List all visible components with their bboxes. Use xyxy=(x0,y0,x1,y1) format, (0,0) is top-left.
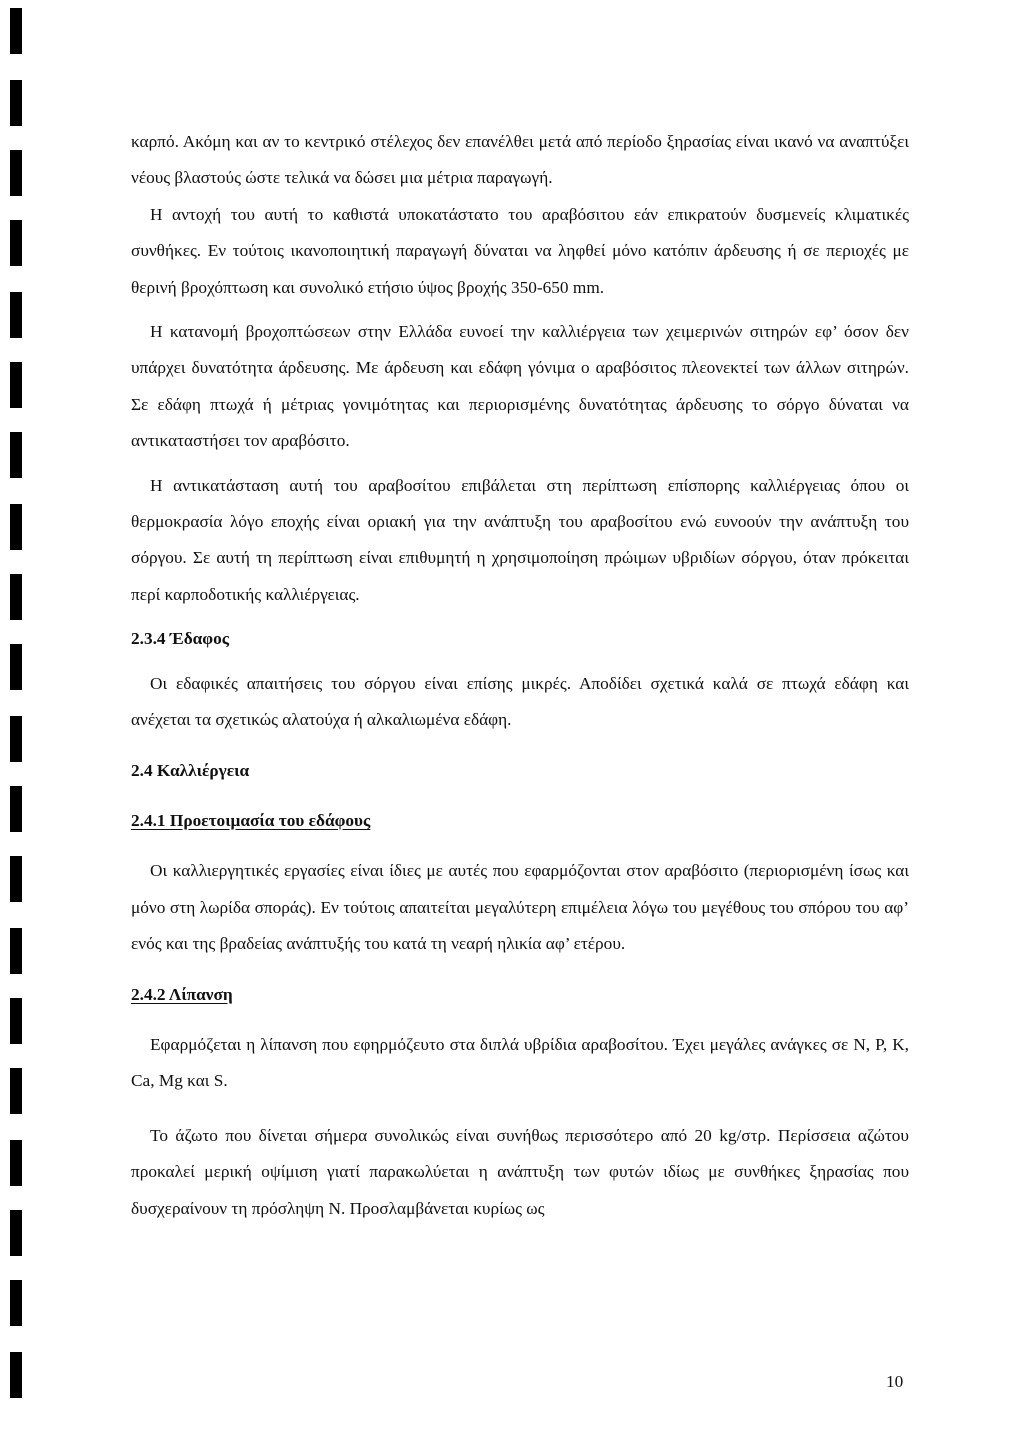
paragraph-soil-preparation: Οι καλλιεργητικές εργασίες είναι ίδιες με αυτές που εφαρμόζονται στον αραβόσιτο (περιορισμένη ίσως και μόνο στη λωρίδα σποράς). Εν τούτοις απαιτείται μεγαλύτερη επιμέλεια λόγω του μεγέθους του σπόρου του αφ’ ενός και της βραδείας ανάπτυξής του κατά τη νεαρή ηλικία αφ’ ετέρου. xyxy=(131,861,909,954)
scan-edge-mark xyxy=(10,716,22,762)
scan-edge-mark xyxy=(10,432,22,478)
heading-soil-preparation: 2.4.1 Προετοιμασία του εδάφους xyxy=(131,810,371,830)
scan-edge-mark xyxy=(10,856,22,902)
paragraph-rainfall-greece: Η κατανομή βροχοπτώσεων στην Ελλάδα ευνοεί την καλλιέργεια των χειμερινών σιτηρών εφ’ όσον δεν υπάρχει δυνατότητα άρδευσης. Με άρδευση και εδάφη γόνιμα ο αραβόσιτος πλεονεκτεί των άλλων σιτηρών. Σε εδάφη πτωχά ή μέτριας γονιμότητας και περιορισμένης δυνατότητας άρδευσης το σόργο δύναται να αντικαταστήσει τον αραβόσιτο. xyxy=(131,322,909,451)
scan-edge-mark xyxy=(10,644,22,690)
scan-edge-mark xyxy=(10,220,22,266)
scan-edge-mark xyxy=(10,786,22,832)
scan-edge-mark xyxy=(10,574,22,620)
heading-fertilization: 2.4.2 Λίπανση xyxy=(131,984,233,1004)
scan-edge-mark xyxy=(10,292,22,338)
scan-edge-mark xyxy=(10,1068,22,1114)
scan-edge-mark xyxy=(10,8,22,54)
page-number: 10 xyxy=(886,1372,904,1391)
scan-edge-mark xyxy=(10,1352,22,1398)
scan-edge-marks xyxy=(10,0,24,1450)
document-body xyxy=(131,124,909,1227)
scan-edge-mark xyxy=(10,362,22,408)
scan-edge-mark xyxy=(10,928,22,974)
scan-edge-mark xyxy=(10,80,22,126)
paragraph-drought-tolerance: Η αντοχή του αυτή το καθιστά υποκατάστατο του αραβόσιτου εάν επικρατούν δυσμενείς κλιματικές συνθήκες. Εν τούτοις ικανοποιητική παραγωγή δύναται να ληφθεί μόνο κατόπιν άρδευσης ή σε περιοχές με θερινή βροχόπτωση και συνολικό ετήσιο ύψος βροχής 350-650 mm. xyxy=(131,204,909,297)
paragraph-fruit-recovery: καρπό. Ακόμη και αν το κεντρικό στέλεχος δεν επανέλθει μετά από περίοδο ξηρασίας είναι ικανό να αναπτύξει νέους βλαστούς ώστε τελικά να δώσει μια μέτρια παραγωγή. xyxy=(131,132,909,188)
scan-edge-mark xyxy=(10,1280,22,1326)
heading-soil: 2.3.4 Έδαφος xyxy=(131,629,230,649)
paragraph-soil-requirements: Οι εδαφικές απαιτήσεις του σόργου είναι επίσης μικρές. Αποδίδει σχετικά καλά σε πτωχά εδάφη και ανέχεται τα σχετικώς αλατούχα ή αλκαλιωμένα εδάφη. xyxy=(131,673,909,730)
scan-edge-mark xyxy=(10,150,22,196)
scan-edge-mark xyxy=(10,504,22,550)
scan-edge-mark xyxy=(10,1140,22,1186)
paragraph-nitrogen: Το άζωτο που δίνεται σήμερα συνολικώς είναι συνήθως περισσότερο από 20 kg/στρ. Περίσσεια αζώτου προκαλεί μερική οψίμιση γιατί παρακωλύεται η ανάπτυξη των φυτών ιδίως με συνθήκες ξηρασίας που δυσχεραίνουν τη πρόσληψη N. Προσλαμβάνεται κυρίως ως xyxy=(131,1125,909,1218)
paragraph-replacement: Η αντικατάσταση αυτή του αραβοσίτου επιβάλεται στη περίπτωση επίσπορης καλλιέργειας όπου οι θερμοκρασία λόγο εποχής είναι οριακή για την ανάπτυξη του αραβοσίτου ενώ ευνοούν την ανάπτυξη του σόργου. Σε αυτή τη περίπτωση είναι επιθυμητή η χρησιμοποίηση πρώιμων υβριδίων σόργου, όταν πρόκειται περί καρποδοτικής καλλιέργειας. xyxy=(131,475,909,604)
paragraph-fertilization: Εφαρμόζεται η λίπανση που εφηρμόζευτο στα διπλά υβρίδια αραβοσίτου. Έχει μεγάλες ανάγκες σε N, P, K, Ca, Mg και S. xyxy=(131,1034,909,1091)
scan-edge-mark xyxy=(10,998,22,1044)
scan-edge-mark xyxy=(10,1210,22,1256)
heading-cultivation: 2.4 Καλλιέργεια xyxy=(131,760,250,780)
